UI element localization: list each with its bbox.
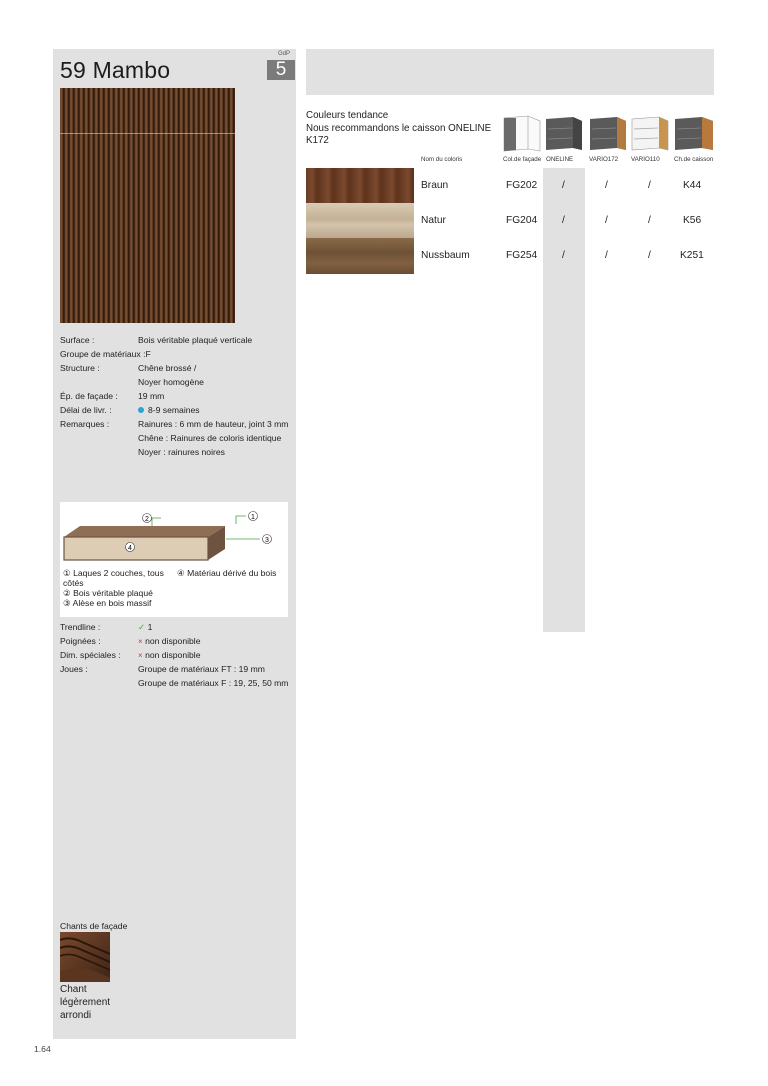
spec-key: Ép. de façade : [60,391,118,401]
legend-item: ④ Matériau dérivé du bois [177,568,277,578]
recommendation-line: Couleurs tendance [306,110,389,121]
spec-value: Rainures : 6 mm de hauteur, joint 3 mm [138,419,289,429]
vario110-value: / [648,250,651,261]
vario110-value: / [648,180,651,191]
vario172-value: / [605,215,608,226]
color-name: Nussbaum [421,250,470,261]
spec-row-thickness [60,391,165,401]
leader-line [236,516,246,524]
spec-row-delivery [60,405,200,415]
recommendation-text [306,110,491,148]
recommendation-line: Nous recommandons le caisson ONELINE [306,122,492,134]
column-header: VARIO172 [589,156,619,163]
legend-item: côtés [63,578,84,588]
carcase-code: K44 [683,180,702,191]
page-number: 1.64 [34,1044,51,1054]
edge-profile-image [60,932,110,982]
column-header: VARIO110 [631,156,660,163]
callout-number: 1 [251,514,255,521]
oneline-column-shade [543,168,585,632]
edge-caption-line: légèrement [60,997,111,1008]
column-header: Ch.de caisson [674,156,714,163]
price-group-badge: 5 [267,60,295,80]
cabinet-carcase-icon [674,115,714,153]
feature-value: 1 [147,622,153,632]
cabinet-front-color-icon [502,115,542,153]
price-group-label: GdP [278,51,291,57]
feature-row-handles [60,636,201,646]
spec-key: Surface : [60,335,95,345]
edge-caption-line: Chant [60,984,87,995]
spec-row-structure [60,363,197,373]
spec-value: Bois véritable plaqué verticale [138,335,253,345]
spec-value: 8-9 semaines [148,405,200,415]
legend-item: ② Bois véritable plaqué [63,588,153,598]
panel-top-face [64,526,225,537]
spec-value-line: Noyer homogène [138,377,204,387]
vario172-value: / [605,250,608,261]
edge-caption [60,983,110,1022]
spec-key: Délai de livr. : [60,405,112,415]
feature-row-trendline [60,622,153,632]
spec-row-surface [60,335,253,345]
color-code: FG202 [506,180,538,191]
spec-value-line: Noyer : rainures noires [138,447,225,457]
feature-key: Joues : [60,664,88,674]
spec-key: Structure : [60,363,100,373]
feature-key: Trendline : [60,622,101,632]
feature-key: Dim. spéciales : [60,650,121,660]
leader-line [152,518,161,526]
vario172-value: / [605,180,608,191]
cabinet-vario172-icon [589,115,627,153]
color-swatch-nussbaum [306,238,414,274]
cabinet-oneline-icon [545,115,583,153]
feature-row-side-panels [60,664,265,674]
diagram-legend-left [63,568,164,608]
feature-key: Poignées : [60,636,101,646]
panel-front-face [64,537,208,560]
panel-cross-section-diagram [60,502,288,617]
spec-value: F [145,349,151,359]
callout-number: 2 [145,516,149,523]
product-title: 59 Mambo [60,57,171,83]
callout-number: 4 [128,545,132,552]
color-swatch-braun [306,168,414,204]
oneline-value: / [562,180,565,191]
recommendation-line: K172 [306,135,329,146]
spec-row-remarks [60,419,289,429]
column-header: ONELINE [546,156,574,163]
color-swatch-natur [306,203,414,239]
color-code: FG254 [506,250,538,261]
column-header: Col.de façade [503,156,542,163]
feature-row-special-dims [60,650,201,660]
spec-value: Chêne brossé / [138,363,197,373]
color-name: Braun [421,180,449,191]
legend-item: ③ Alèse en bois massif [63,598,152,608]
oneline-value: / [562,215,565,226]
edge-caption-line: arrondi [60,1010,92,1021]
oneline-value: / [562,250,565,261]
spec-value-line: Chêne : Rainures de coloris identique [138,433,282,443]
spec-value: 19 mm [138,391,165,401]
front-swatch-image [60,88,235,323]
legend-item: ① Laques 2 couches, tous [63,568,164,578]
spec-key: Remarques : [60,419,110,429]
feature-value-line: Groupe de matériaux F : 19, 25, 50 mm [138,678,289,688]
color-code: FG204 [506,215,538,226]
cross-icon: × [138,637,143,646]
spec-row-material-group [60,349,151,359]
carcase-code: K56 [683,215,702,226]
spec-key: Groupe de matériaux : [60,349,146,359]
callout-number: 3 [265,537,269,544]
edges-title: Chants de façade [60,921,128,931]
column-header: Nom du coloris [421,156,463,163]
cabinet-vario110-icon [631,115,669,153]
carcase-code: K251 [680,250,704,261]
availability-dot-icon [138,407,144,413]
feature-value: non disponible [145,650,201,660]
feature-value: Groupe de matériaux FT : 19 mm [138,664,265,674]
color-name: Natur [421,215,446,226]
vario110-value: / [648,215,651,226]
check-icon: ✓ [138,622,146,632]
right-header-bar [306,49,714,95]
diagram-legend-right [177,568,276,578]
cross-icon: × [138,651,143,660]
feature-value: non disponible [145,636,201,646]
